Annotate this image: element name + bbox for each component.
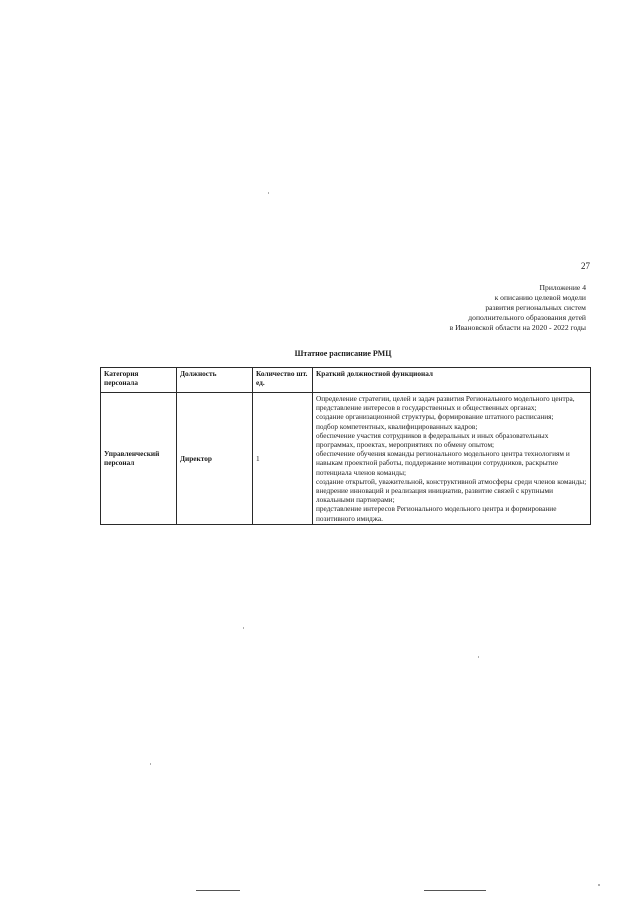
header-quantity: Количество шт. ед. [253,368,313,393]
appendix-line: в Ивановской области на 2020 - 2022 годы [449,323,586,332]
appendix-line: развития региональных систем [485,303,586,312]
header-position: Должность [177,368,253,393]
header-functions: Краткий должностной функционал [313,368,591,393]
scan-speck [243,627,244,629]
function-item: обеспечение обучения команды регионального модельного центра технологиям и навыкам проектной работы, поддержание мотивации сотрудников, раскрытие потенциала членов команды; [316,449,570,477]
scan-speck [268,192,269,194]
function-item: подбор компетентных, квалифицированных кадров; [316,421,478,431]
footer-rule [424,890,486,891]
function-item: Определение стратегии, целей и задач развития Регионального модельного центра, представление интересов в государственных и общественных органах; [316,394,575,413]
document-title: Штатное расписание РМЦ [294,349,392,358]
scan-speck [478,656,479,658]
table-row [101,393,591,525]
appendix-heading [330,283,586,333]
header-category: Категория персонала [101,368,177,393]
appendix-line: дополнительного образования детей [468,313,586,322]
table-header-row [101,368,591,393]
cell-quantity: 1 [253,393,313,525]
page-number: 27 [581,261,590,271]
function-item: создание организационной структуры, формирование штатного расписания; [316,412,554,422]
appendix-line: Приложение 4 [539,283,586,292]
scan-speck [598,884,600,886]
appendix-line: к описанию целевой модели [494,293,586,302]
scan-speck [150,763,151,765]
cell-functions [313,393,591,525]
footer-rule [196,890,240,891]
cell-position: Директор [177,393,253,525]
function-item: создание открытой, уважительной, конструктивной атмосферы среди членов команды; [316,476,587,486]
cell-category: Управленческий персонал [101,393,177,525]
function-item: внедрение инноваций и реализация инициатив, развитие связей с крупными локальными партнерами; [316,486,553,505]
function-item: обеспечение участия сотрудников в федеральных и иных образовательных программах, проектах, мероприятиях по обмену опытом; [316,430,549,450]
staffing-table [100,367,591,525]
function-item: представление интересов Регионального модельного центра и формирование позитивного имиджа. [316,504,557,523]
